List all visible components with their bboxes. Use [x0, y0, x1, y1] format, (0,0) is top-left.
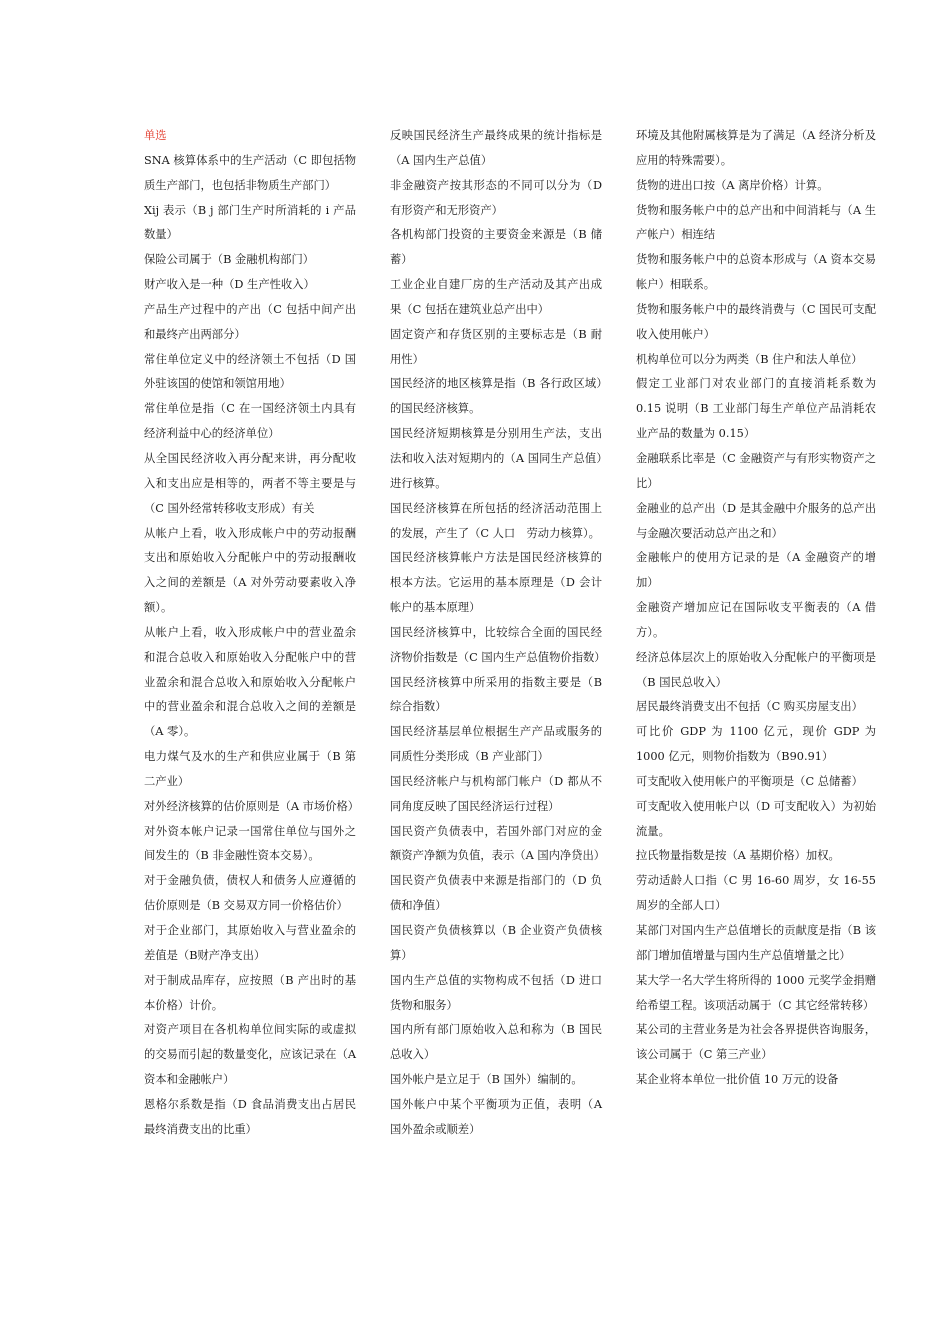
column-1: [144, 124, 360, 1143]
question-item: 对资产项目在各机构单位间实际的或虚拟的交易而引起的数量变化，应该记录在（A 资本和金融帐户）: [144, 1023, 356, 1087]
question-item: 某大学一名大学生将所得的 1000 元奖学金捐赠给希望工程。该项活动属于（C 其它经常转移）: [636, 973, 876, 1012]
question-item: 对外资本帐户记录一国常住单位与国外之间发生的（B 非金融性资本交易）。: [144, 824, 356, 863]
question-item: 国民资产负债核算以（B 企业资产负债核算）: [390, 924, 602, 962]
question-item: 金融业的总产出（D 是其金融中介服务的总产出与金融次要活动总产出之和）: [636, 501, 876, 540]
question-item: 环境及其他附属核算是为了满足（A 经济分析及应用的特殊需要）。: [636, 129, 876, 167]
question-item: 可支配收入使用帐户以（D 可支配收入）为初始流量。: [636, 799, 876, 838]
question-item: 货物和服务帐户中的总资本形成与（A 资本交易帐户）相联系。: [636, 253, 876, 292]
question-item: 拉氏物量指数是按（A 基期价格）加权。: [636, 849, 840, 863]
question-item: 假定工业部门对农业部门的直接消耗系数为 0.15 说明（B 工业部门每生产单位产品消耗农业产品的数量为 0.15）: [636, 377, 876, 441]
question-item: 国外帐户是立足于（B 国外）编制的。: [390, 1073, 583, 1087]
question-item: 可比价 GDP 为 1100 亿元，现价 GDP 为 1000 亿元，则物价指数为（B90.91）: [636, 725, 876, 764]
question-item: 货物的进出口按（A 离岸价格）计算。: [636, 178, 829, 192]
question-item: 国民经济核算帐户方法是国民经济核算的根本方法。它运用的基本原理是（D 会计帐户的基本原理）: [390, 551, 602, 615]
question-item: 某部门对国内生产总值增长的贡献度是指（B 该部门增加值增量与国内生产总值增量之比）: [636, 924, 876, 962]
question-item: 非金融资产按其形态的不同可以分为（D 有形资产和无形资产）: [390, 178, 602, 217]
question-item: 对于企业部门，其原始收入与营业盈余的差值是（B财产净支出）: [144, 924, 356, 962]
question-item: 电力煤气及水的生产和供应业属于（B 第二产业）: [144, 750, 356, 788]
question-item: 工业企业自建厂房的生产活动及其产出成果（C 包括在建筑业总产出中）: [390, 278, 602, 316]
question-item: 可支配收入使用帐户的平衡项是（C 总储蓄）: [636, 774, 863, 788]
question-item: 从帐户上看，收入形成帐户中的营业盈余和混合总收入和原始收入分配帐户中的营业盈余和混合总收入和原始收入分配帐户中的营业盈余和混合总收入之间的差额是（A 零）。: [144, 625, 356, 739]
question-item: 某企业将本单位一批价值 10 万元的设备: [636, 1073, 839, 1087]
question-item: 国民经济核算中，比较综合全面的国民经济物价指数是（C 国内生产总值物价指数）: [390, 625, 606, 664]
question-item: 机构单位可以分为两类（B 住户和法人单位）: [636, 352, 863, 366]
question-item: 常住单位是指（C 在一国经济领土内具有经济利益中心的经济单位）: [144, 402, 356, 441]
question-item: 各机构部门投资的主要资金来源是（B 储蓄）: [390, 228, 602, 267]
question-item: 劳动适龄人口指（C 男 16-60 周岁，女 16-55 周岁的全部人口）: [636, 874, 876, 913]
question-item: 国民资产负债表中，若国外部门对应的金额资产净额为负值，表示（A 国内净贷出）: [390, 824, 606, 863]
section-heading: 单选: [144, 129, 167, 142]
question-item: 国内所有部门原始收入总和称为（B 国民总收入）: [390, 1023, 602, 1062]
question-item: SNA 核算体系中的生产活动（C 即包括物质生产部门，也包括非物质生产部门）: [144, 153, 356, 192]
question-item: 常住单位定义中的经济领土不包括（D 国外驻该国的使馆和领馆用地）: [144, 352, 356, 391]
question-item: 货物和服务帐户中的最终消费与（C 国民可支配收入使用帐户）: [636, 302, 876, 341]
question-item: 固定资产和存货区别的主要标志是（B 耐用性）: [390, 327, 602, 366]
question-item: 国民资产负债表中来源是指部门的（D 负债和净值）: [390, 874, 602, 913]
question-item: 反映国民经济生产最终成果的统计指标是（A 国内生产总值）: [390, 129, 602, 167]
question-item: 对于制成品库存，应按照（B 产出时的基本价格）计价。: [144, 973, 356, 1012]
question-item: 国内生产总值的实物构成不包括（D 进口货物和服务）: [390, 973, 602, 1012]
question-item: 国民经济短期核算是分别用生产法，支出法和收入法对短期内的（A 国同生产总值）进行核算。: [390, 427, 602, 490]
question-item: 保险公司属于（B 金融机构部门）: [144, 253, 315, 267]
question-item: 从帐户上看，收入形成帐户中的劳动报酬支出和原始收入分配帐户中的劳动报酬收入之间的差额是（A 对外劳动要素收入净额）。: [144, 526, 356, 615]
question-item: 国民经济核算在所包括的经济活动范围上的发展，产生了（C 人口 劳动力核算）。: [390, 501, 602, 540]
question-item: 金融资产增加应记在国际收支平衡表的（A 借方）。: [636, 601, 876, 639]
question-item: 国外帐户中某个平衡项为正值，表明（A 国外盈余或顺差）: [390, 1097, 602, 1136]
question-item: 金融帐户的使用方记录的是（A 金融资产的增加）: [636, 551, 876, 590]
question-item: 国民经济核算中所采用的指数主要是（B 综合指数）: [390, 675, 602, 714]
question-item: Xij 表示（B j 部门生产时所消耗的 i 产品数量）: [144, 203, 356, 242]
question-item: 国民经济帐户与机构部门帐户（D 都从不同角度反映了国民经济运行过程）: [390, 774, 602, 813]
question-item: 国民经济的地区核算是指（B 各行政区域）的国民经济核算。: [390, 377, 602, 416]
question-item: 财产收入是一种（D 生产性收入）: [144, 278, 315, 292]
question-item: 对于金融负债，债权人和债务人应遵循的估价原则是（B 交易双方同一价格估价）: [144, 874, 356, 913]
column-2: [390, 124, 606, 1143]
question-item: 产品生产过程中的产出（C 包括中间产出和最终产出两部分）: [144, 302, 356, 341]
question-item: 货物和服务帐户中的总产出和中间消耗与（A 生产帐户）相连结: [636, 203, 876, 242]
question-item: 金融联系比率是（C 金融资产与有形实物资产之比）: [636, 451, 876, 490]
question-item: 经济总体层次上的原始收入分配帐户的平衡项是（B 国民总收入）: [636, 650, 876, 689]
question-item: 居民最终消费支出不包括（C 购买房屋支出）: [636, 700, 863, 714]
question-item: 国民经济基层单位根据生产产品或服务的同质性分类形成（B 产业部门）: [390, 725, 602, 764]
column-3: [636, 124, 876, 1093]
question-item: 某公司的主营业务是为社会各界提供咨询服务，该公司属于（C 第三产业）: [636, 1023, 876, 1062]
question-item: 对外经济核算的估价原则是（A 市场价格）: [144, 799, 360, 813]
question-item: 恩格尔系数是指（D 食品消费支出占居民最终消费支出的比重）: [144, 1097, 356, 1136]
question-item: 从全国民经济收入再分配来讲，再分配收入和支出应是相等的，两者不等主要是与（C 国外经常转移收支形成）有关: [144, 451, 356, 515]
